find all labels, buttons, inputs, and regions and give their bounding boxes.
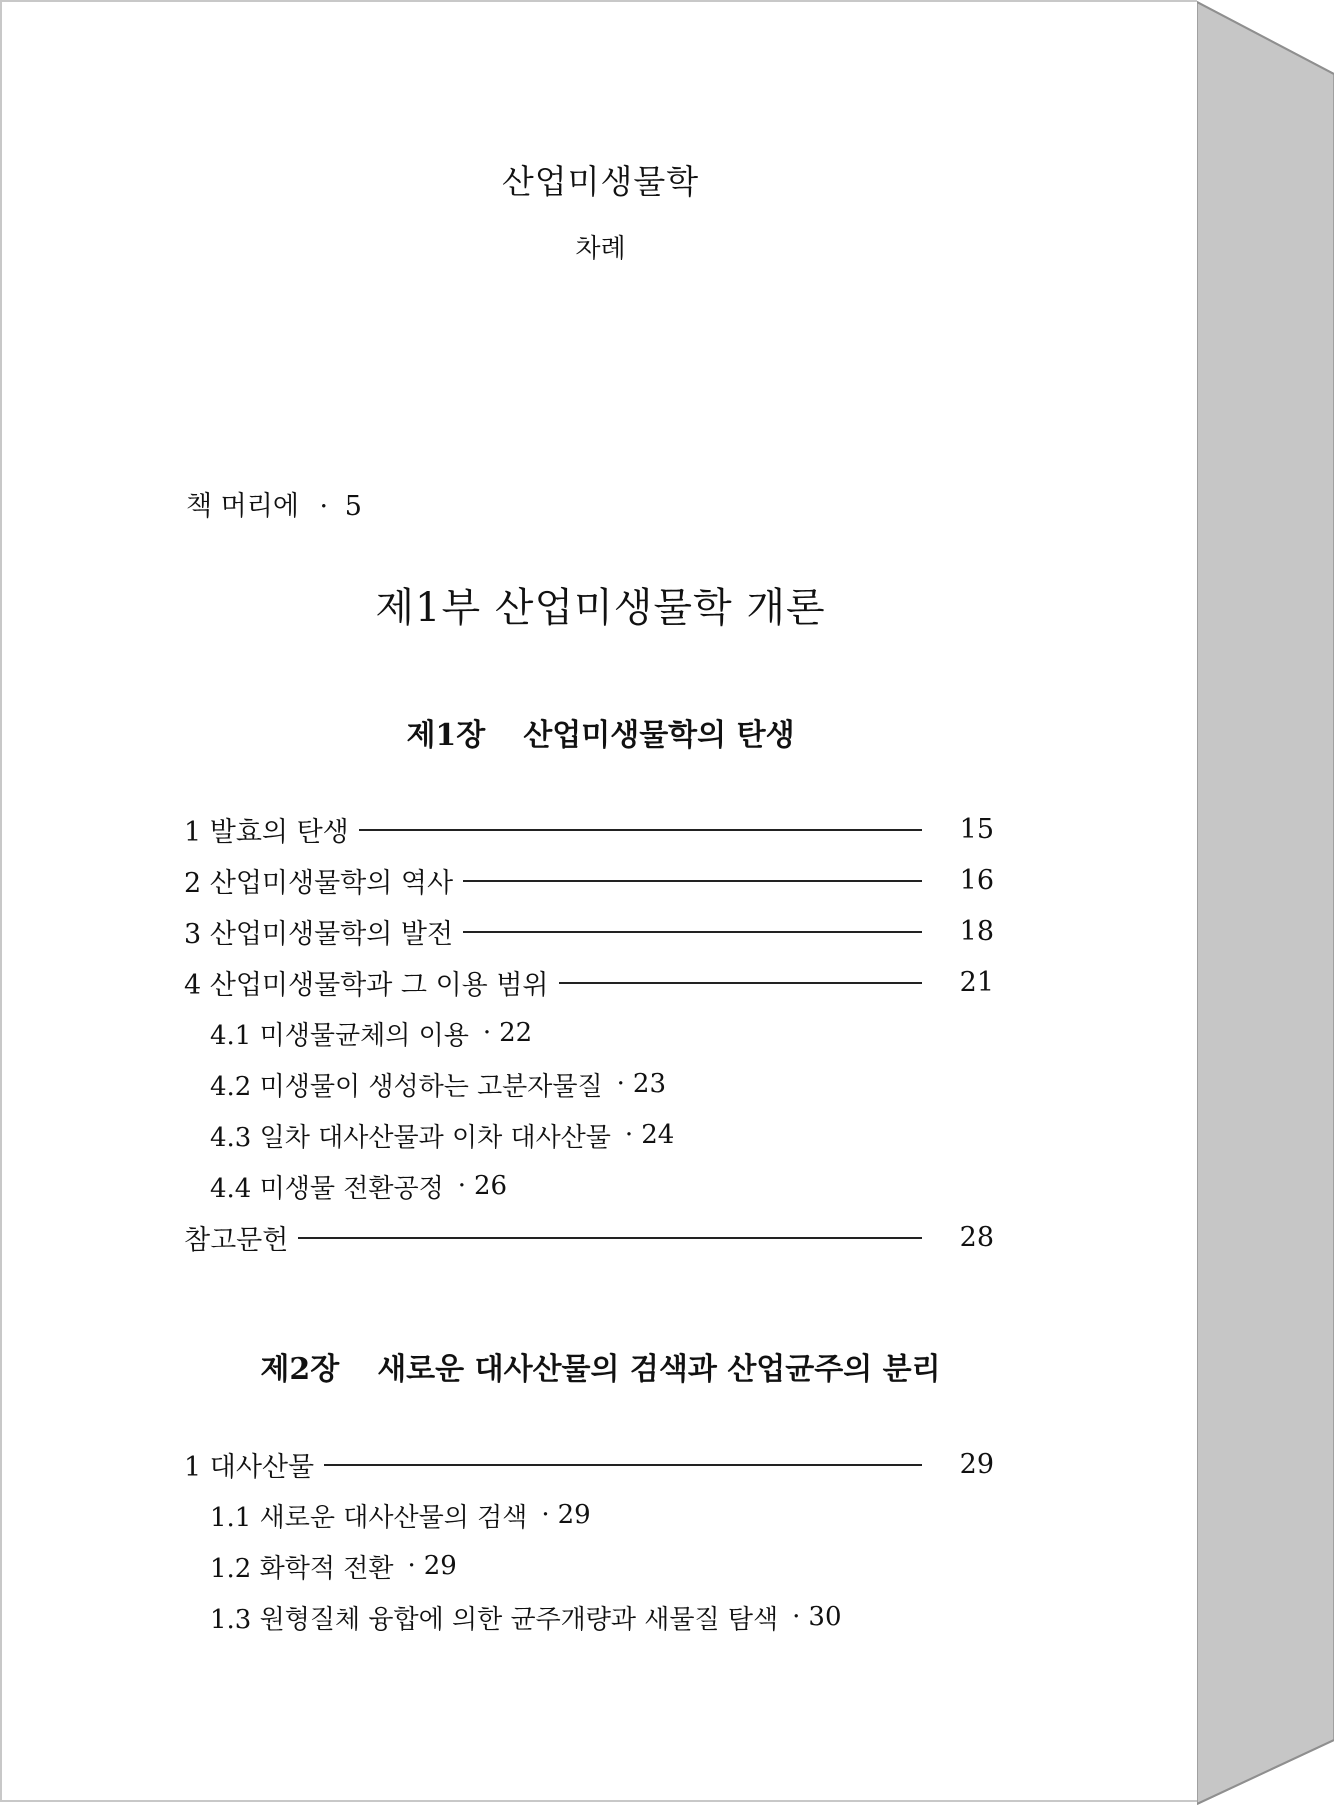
part-title: 제1부 산업미생물학 개론 <box>375 585 826 631</box>
separator-dot: · <box>624 1120 634 1150</box>
toc-subentry[interactable] <box>210 1547 457 1585</box>
preface-label: 책 머리에 <box>186 491 299 522</box>
toc-entry-page: 28 <box>959 1221 994 1253</box>
leader-line <box>463 880 922 882</box>
toc-entry[interactable] <box>184 861 994 899</box>
toc-entry[interactable] <box>184 810 994 848</box>
book-title: 산업미생물학 <box>501 162 700 201</box>
toc-entry-page: 15 <box>959 813 994 845</box>
toc-subentry-label: 1.1 새로운 대사산물의 검색 <box>210 1502 528 1533</box>
toc-subentry[interactable] <box>210 1014 532 1052</box>
toc-subentry-label: 4.1 미생물균체의 이용 <box>210 1020 469 1051</box>
chapter-1-heading <box>2 710 1199 754</box>
toc-entry-label: 3 산업미생물학의 발전 <box>184 918 454 950</box>
toc-subentry-page: 22 <box>499 1018 533 1048</box>
separator-dot: · <box>482 1018 492 1048</box>
separator-dot: · <box>616 1069 625 1099</box>
leader-line <box>359 829 922 831</box>
toc-subentry[interactable] <box>210 1116 674 1154</box>
toc-subentry[interactable] <box>210 1496 591 1534</box>
chapter-title: 산업미생물학의 탄생 <box>523 718 795 753</box>
toc-entry[interactable] <box>184 1445 994 1483</box>
toc-entry-page: 18 <box>959 915 994 947</box>
book-spine <box>1197 0 1334 1806</box>
toc-entry-label: 1 발효의 탄생 <box>184 816 349 848</box>
preface-entry[interactable] <box>186 484 362 523</box>
toc-subentry-label: 1.3 원형질체 융합에 의한 균주개량과 새물질 탐색 <box>210 1604 779 1635</box>
chapter-number: 제2장 <box>260 1352 340 1387</box>
toc-subentry-label: 1.2 화학적 전환 <box>210 1553 394 1584</box>
toc-subentry-label: 4.3 일차 대사산물과 이차 대사산물 <box>210 1122 611 1153</box>
separator-dot: · <box>541 1500 550 1530</box>
toc-entry-label: 2 산업미생물학의 역사 <box>184 867 454 899</box>
toc-subentry[interactable] <box>210 1167 507 1205</box>
leader-line <box>559 982 923 984</box>
toc-entry-label: 4 산업미생물학과 그 이용 범위 <box>184 969 549 1001</box>
toc-subentry[interactable] <box>210 1598 842 1636</box>
chapter-number: 제1장 <box>406 718 486 753</box>
separator-dot: · <box>792 1602 801 1632</box>
leader-line <box>324 1464 922 1466</box>
chapter-2-heading <box>2 1344 1199 1388</box>
toc-entry-page: 21 <box>959 966 994 998</box>
preface-page: 5 <box>344 491 362 522</box>
toc-subentry-page: 29 <box>557 1500 591 1530</box>
separator-dot: · <box>407 1551 416 1581</box>
toc-subentry-page: 30 <box>808 1602 842 1632</box>
toc-subentry-page: 26 <box>473 1171 508 1201</box>
toc-subentry-label: 4.2 미생물이 생성하는 고분자물질 <box>210 1071 603 1102</box>
separator-dot: · <box>457 1171 466 1201</box>
toc-entry[interactable] <box>184 963 994 1001</box>
toc-subentry-page: 29 <box>423 1551 457 1581</box>
toc-entry-label: 참고문헌 <box>184 1224 289 1256</box>
toc-entry-page: 16 <box>959 864 994 896</box>
toc-entry-label: 1 대사산물 <box>184 1451 315 1483</box>
toc-subentry-page: 23 <box>632 1069 667 1099</box>
toc-subentry-page: 24 <box>641 1120 675 1150</box>
toc-entry-references[interactable] <box>184 1218 994 1256</box>
leader-line <box>298 1237 922 1239</box>
toc-entry-page: 29 <box>959 1448 994 1480</box>
toc-entry[interactable] <box>184 912 994 950</box>
toc-subentry-label: 4.4 미생물 전환공정 <box>210 1173 444 1204</box>
toc-heading: 차례 <box>575 234 626 264</box>
separator-dot: · <box>319 491 329 522</box>
chapter-title: 새로운 대사산물의 검색과 산업균주의 분리 <box>377 1352 941 1387</box>
book-side-shape <box>1197 0 1334 1806</box>
toc-subentry[interactable] <box>210 1065 666 1103</box>
leader-line <box>463 931 922 933</box>
